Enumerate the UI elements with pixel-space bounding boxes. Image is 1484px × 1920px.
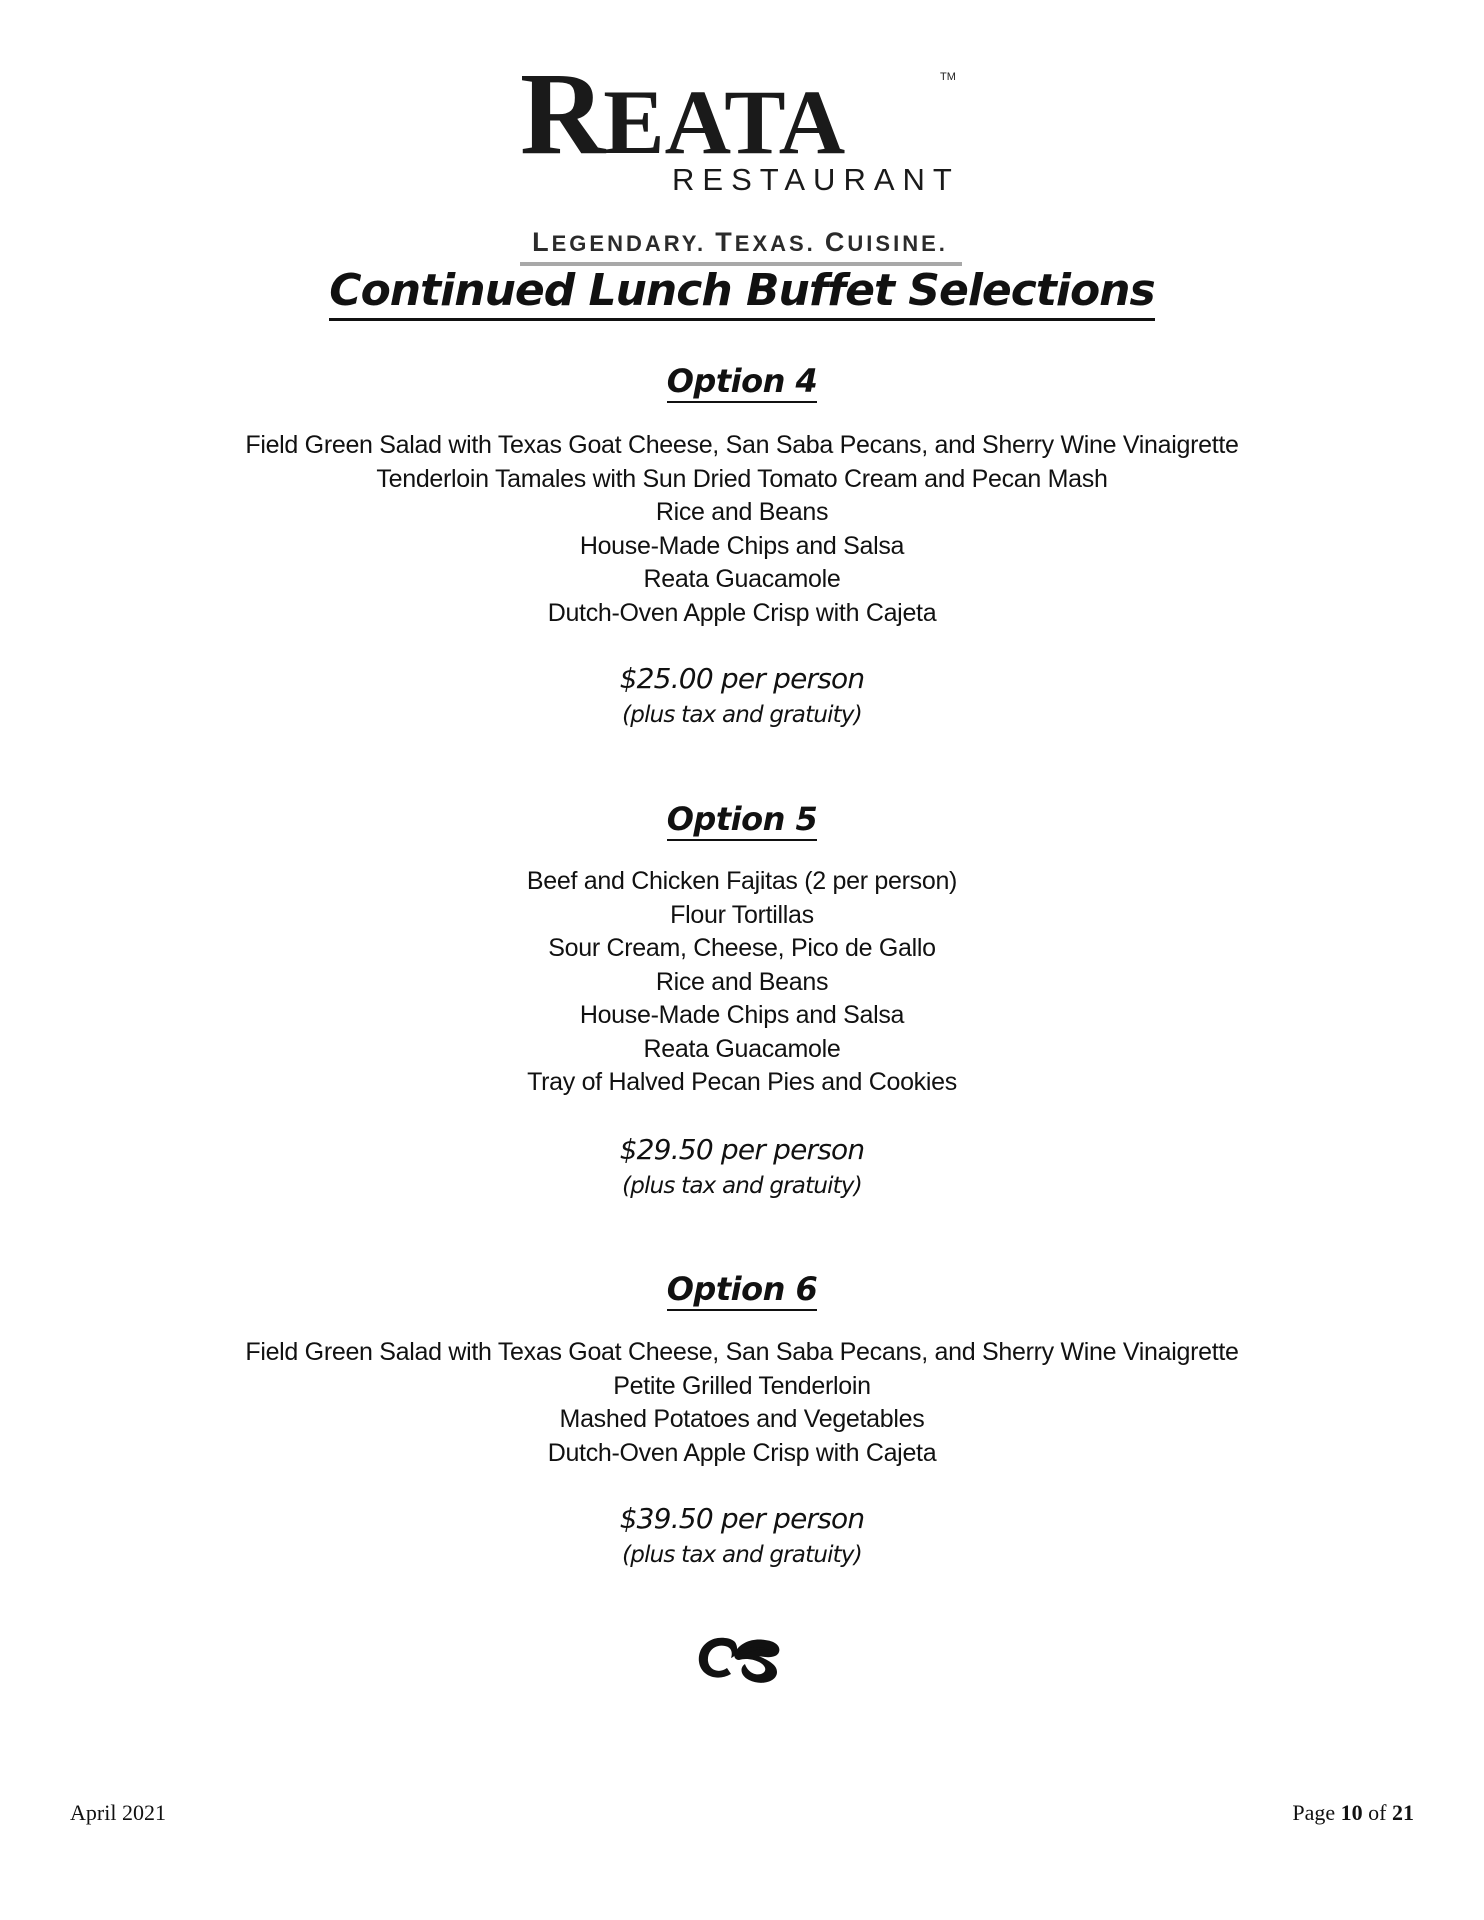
logo-subtitle: RESTAURANT: [672, 162, 960, 197]
list-item: Reata Guacamole: [643, 1034, 841, 1063]
logo-wordmark: REATA: [520, 48, 846, 179]
list-item: Tray of Halved Pecan Pies and Cookies: [527, 1068, 957, 1096]
tagline-initial: T: [715, 227, 735, 257]
option-item-list: [0, 865, 1484, 1100]
list-item: Sour Cream, Cheese, Pico de Gallo: [548, 934, 936, 962]
reata-brand-mark-icon: [695, 1630, 787, 1686]
option-item-list: [0, 429, 1484, 630]
list-item: House-Made Chips and Salsa: [579, 1001, 905, 1029]
list-item: Reata Guacamole: [643, 565, 841, 593]
tagline-word-rest: UISINE.: [847, 231, 948, 256]
list-item: Dutch-Oven Apple Crisp with Cajeta: [547, 598, 937, 627]
list-item: Field Green Salad with Texas Goat Cheese, San Saba Pecans, and Sherry Wine Vinaigrette: [245, 431, 1239, 459]
option-price: $39.50 per person: [619, 1502, 865, 1535]
list-item: Field Green Salad with Texas Goat Cheese, San Saba Pecans, and Sherry Wine Vinaigrette: [245, 1338, 1239, 1366]
list-item: Flour Tortillas: [670, 900, 814, 929]
page-title: Continued Lunch Buffet Selections: [0, 265, 1484, 316]
tagline-initial: C: [824, 227, 848, 257]
reata-logo: [520, 48, 970, 285]
option-item-list: [0, 1336, 1484, 1470]
list-item: Petite Grilled Tenderloin: [613, 1371, 871, 1400]
list-item: Dutch-Oven Apple Crisp with Cajeta: [547, 1438, 937, 1467]
option-heading: Option 6: [0, 1270, 1484, 1308]
tagline-initial: L: [532, 227, 552, 257]
list-item: Beef and Chicken Fajitas (2 per person): [526, 867, 958, 895]
tagline-word-rest: EXAS.: [734, 231, 825, 256]
option-price: $25.00 per person: [619, 662, 865, 695]
option-heading: Option 4: [0, 362, 1484, 400]
list-item: House-Made Chips and Salsa: [579, 531, 905, 560]
list-item: Mashed Potatoes and Vegetables: [559, 1405, 925, 1433]
list-item: Rice and Beans: [655, 967, 829, 996]
option-tax-note: (plus tax and gratuity): [622, 1542, 862, 1568]
option-heading: Option 5: [0, 800, 1484, 838]
tagline-word-rest: EGENDARY.: [551, 231, 716, 256]
footer-date: April 2021: [70, 1800, 166, 1825]
option-tax-note: (plus tax and gratuity): [622, 1173, 862, 1199]
option-tax-note: (plus tax and gratuity): [622, 702, 862, 728]
list-item: Rice and Beans: [655, 498, 829, 526]
option-price: $29.50 per person: [619, 1133, 865, 1166]
page-number: Page 10 of 21: [1292, 1800, 1414, 1825]
list-item: Tenderloin Tamales with Sun Dried Tomato Cream and Pecan Mash: [376, 464, 1108, 493]
trademark-symbol: TM: [940, 71, 956, 83]
logo-tagline: [519, 227, 961, 258]
